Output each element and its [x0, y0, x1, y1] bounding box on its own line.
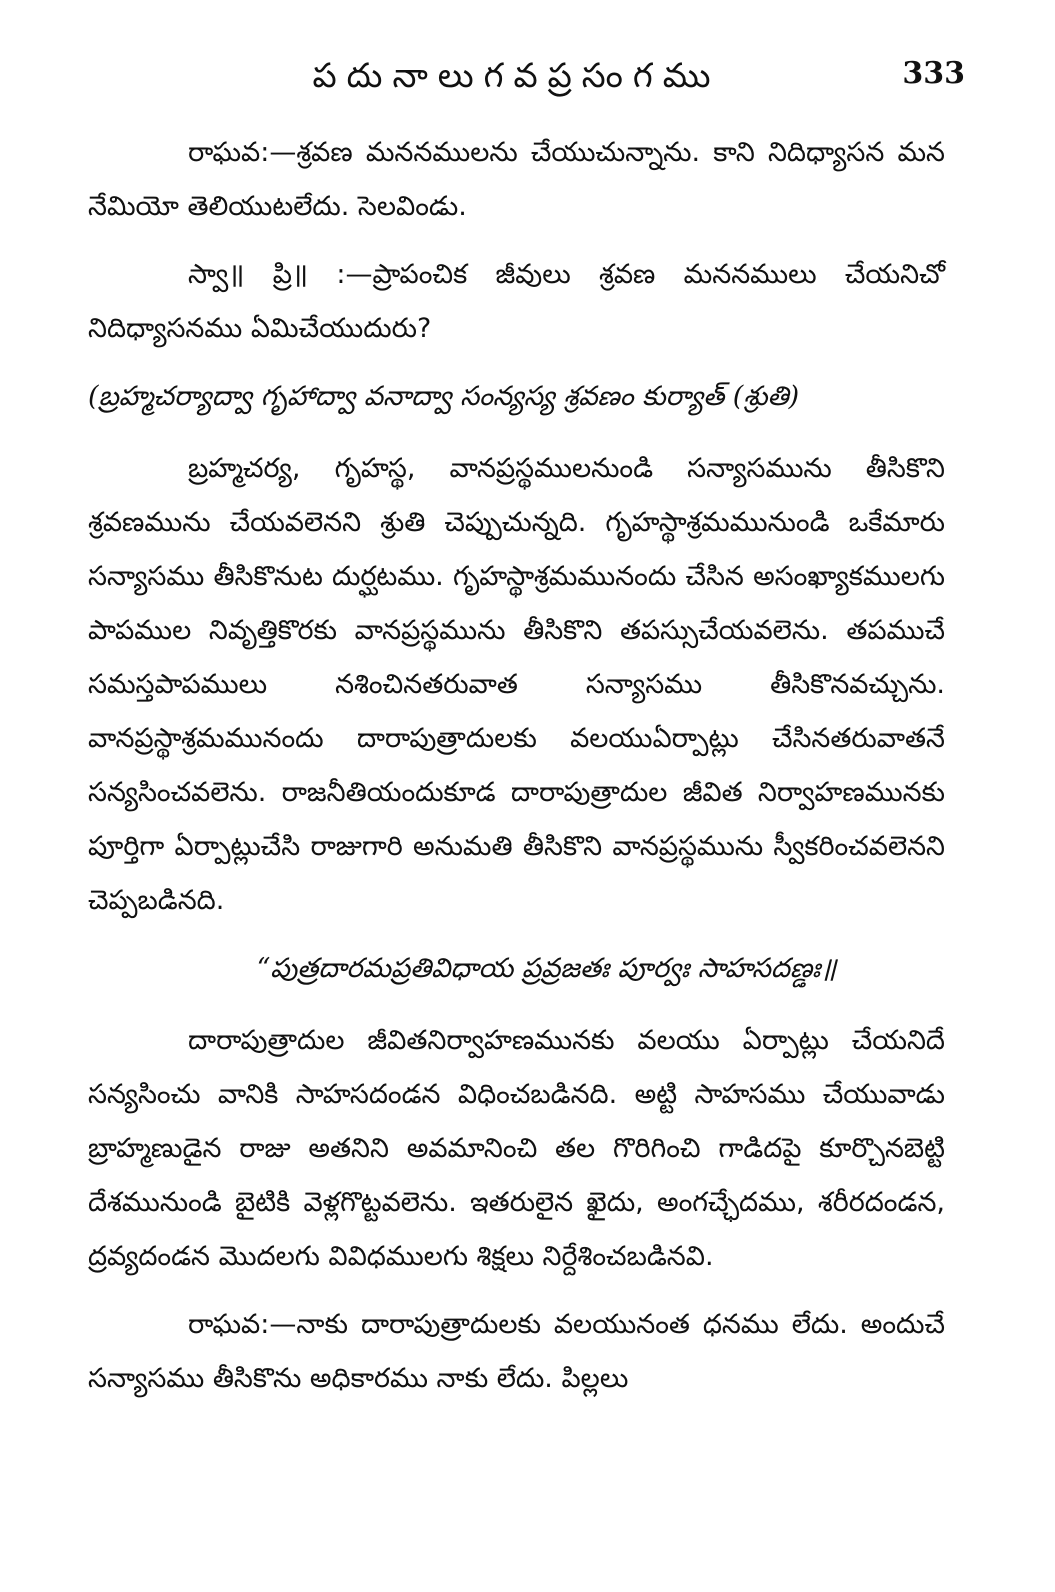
paragraph-sahasa-danda: [88, 1014, 945, 1284]
running-head: [88, 48, 965, 112]
speaker-label: స్వా॥ ప్రి॥ :—: [188, 259, 373, 290]
paragraph-raghava-1: [88, 126, 945, 234]
paragraph-swami-1: [88, 248, 945, 356]
paragraph-ashrama-explanation: [88, 442, 945, 928]
paragraph-text: ప్రాపంచిక జీవులు శ్రవణ మననములు చేయనిచో నిదిధ్యాసనము ఏమిచేయుదురు?: [88, 259, 945, 344]
paragraph-text: నాకు దారాపుత్రాదులకు వలయునంత ధనము లేదు. అందుచే సన్యాసము తీసికొను అధికారము నాకు లేదు. పిల్లలు: [88, 1309, 945, 1394]
paragraph-text: బ్రహ్మచర్య, గృహస్థ, వానప్రస్థములనుండి సన్యాసమును తీసికొని శ్రవణమును చేయవలెనని శ్రుతి చెప్పుచున్నది. గృహస్థాశ్రమమునుండి ఒకేమారు సన్యాసము తీసికొనుట దుర్ఘటము. గృహస్థాశ్రమమునందు చేసిన అసంఖ్యాకములగు పాపముల నివృత్తికొరకు వానప్రస్థమును తీసికొని తపస్సుచేయవలెను. తపముచే సమస్తపాపములు నశించినతరువాత సన్యాసము తీసికొనవచ్చును. వానప్రస్థాశ్రమమునందు దారాపుత్రాదులకు వలయుఏర్పాట్లు చేసినతరువాతనే సన్యసించవలెను. రాజనీతియందుకూడ దారాపుత్రాదుల జీవిత నిర్వాహణమునకు పూర్తిగా ఏర్పాట్లుచేసి రాజుగారి అనుమతి తీసికొని వానప్రస్థమును స్వీకరించవలెనని చెప్పబడినది.: [88, 453, 945, 916]
page-number: 333: [902, 56, 965, 91]
sanskrit-verse-sahasa: “పుత్రదారమప్రతివిధాయ ప్రవ్రజతః పూర్వః సాహసదణ్డః॥: [256, 953, 837, 984]
speaker-label: రాఘవ:—: [188, 137, 297, 168]
paragraph-text: దారాపుత్రాదుల జీవితనిర్వాహణమునకు వలయు ఏర్పాట్లు చేయనిదే సన్యసించు వానికి సాహసదండన విధించబడినది. అట్టి సాహసము చేయువాడు బ్రాహ్మణుడైన రాజు అతనిని అవమానించి తల గొరిగించి గాడిదపై కూర్చొనబెట్టి దేశమునుండి బైటికి వెళ్లగొట్టవలెను. ఇతరులైన ఖైదు, అంగచ్ఛేదము, శరీరదండన, ద్రవ్యదండన మొదలగు వివిధములగు శిక్షలు నిర్దేశించబడినవి.: [88, 1025, 945, 1272]
speaker-label: రాఘవ:—: [188, 1309, 297, 1340]
paragraph-text: శ్రవణ మననములను చేయుచున్నాను. కాని నిదిధ్యాసన మన నేమియో తెలియుటలేదు. సెలవిండు.: [88, 137, 945, 222]
paragraph-raghava-2: [88, 1298, 945, 1406]
running-title: పదునాలుగవప్రసంగము: [312, 56, 721, 96]
sanskrit-verse-shruti: (బ్రహ్మచర్యాద్వా గృహాద్వా వనాద్వా సంన్యస్య శ్రవణం కుర్యాత్ (శ్రుతి): [88, 381, 800, 412]
